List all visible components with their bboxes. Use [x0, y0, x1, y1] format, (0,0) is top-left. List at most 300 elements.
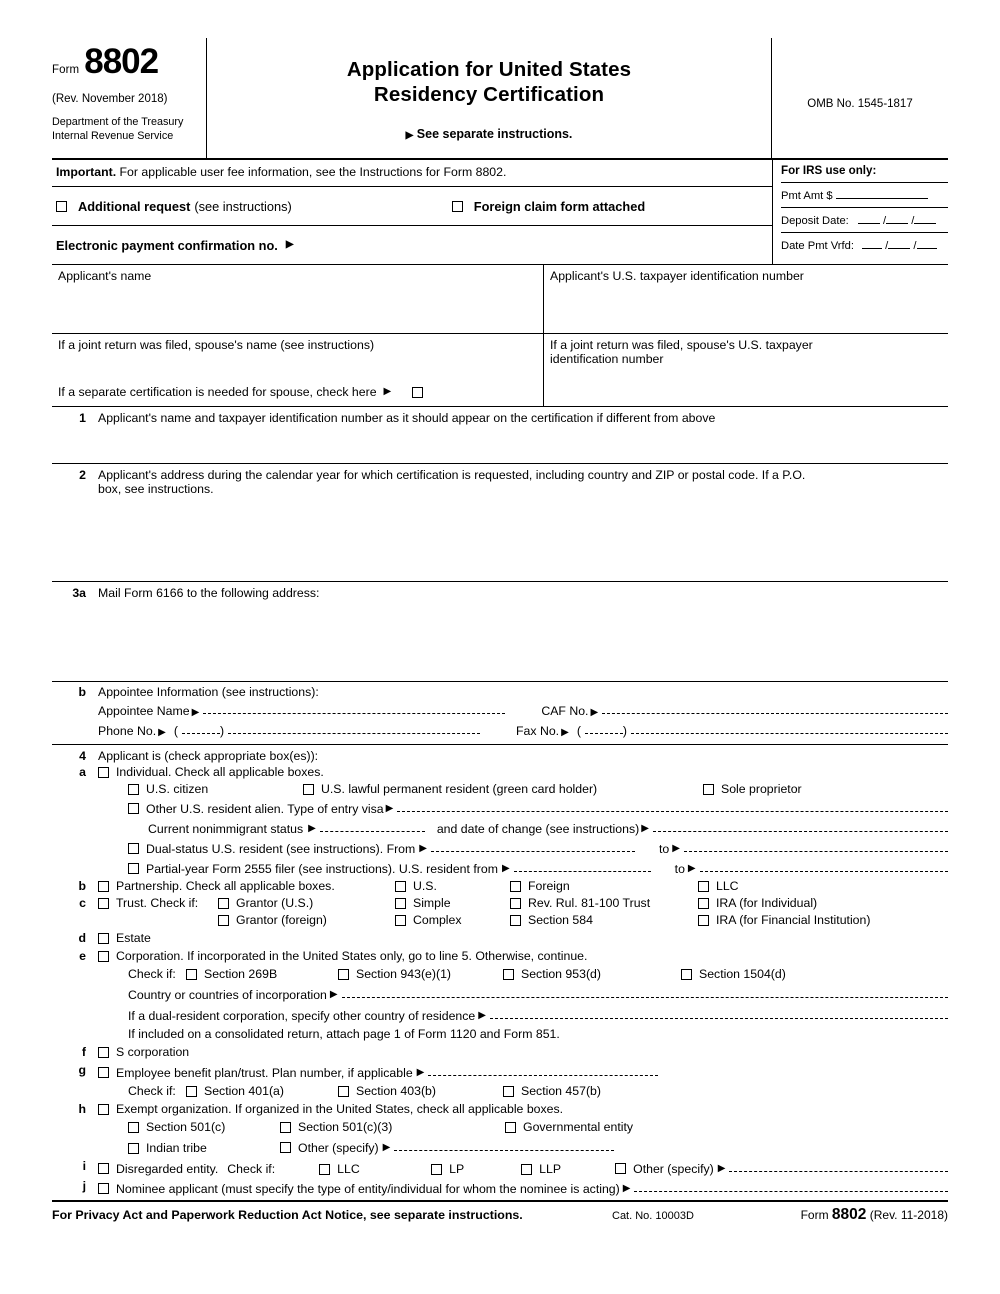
line-4d-letter: d	[78, 931, 86, 945]
catalog-number: Cat. No. 10003D	[612, 1210, 694, 1222]
indian-tribe-checkbox[interactable]	[128, 1143, 139, 1154]
line-4h-letter: h	[78, 1102, 86, 1116]
nominee-applicant-row	[98, 1179, 948, 1196]
applicant-name-label: Applicant's name	[58, 269, 152, 283]
fax-paren-open: (	[576, 724, 581, 738]
irs-use-only-box	[773, 160, 948, 264]
disregarded-other-label: Other (specify)	[633, 1162, 714, 1176]
spouse-name-block	[52, 334, 948, 407]
line-1-body[interactable]	[98, 411, 948, 463]
fax-number-input[interactable]	[631, 721, 948, 734]
section-943e1-option[interactable]	[338, 967, 503, 981]
section-584-option[interactable]	[510, 913, 698, 927]
disregarded-lp-checkbox[interactable]	[431, 1164, 442, 1175]
plan-number-input[interactable]	[428, 1063, 658, 1076]
current-status-row	[98, 819, 948, 836]
line-1-number: 1	[79, 411, 86, 425]
section-403b-checkbox[interactable]	[338, 1086, 349, 1097]
trust-row-1	[98, 896, 948, 910]
rev-rul-checkbox[interactable]	[510, 898, 521, 909]
section-1504d-checkbox[interactable]	[681, 969, 692, 980]
s-corporation-label: S corporation	[116, 1045, 190, 1059]
us-citizen-option[interactable]	[128, 782, 303, 796]
section-403b-option[interactable]	[338, 1084, 503, 1098]
date-of-change-label: and date of change (see instructions)	[436, 822, 640, 836]
corporation-check-if-label: Check if:	[128, 967, 176, 981]
rev-rul-option[interactable]	[510, 896, 698, 910]
line-4e-letter: e	[79, 949, 86, 963]
partnership-llc-option[interactable]	[698, 879, 739, 893]
arrow-right-icon: ▶	[383, 386, 392, 397]
us-citizen-label: U.S. citizen	[146, 782, 209, 796]
deposit-date-field[interactable]	[781, 208, 948, 227]
exempt-other-input[interactable]	[394, 1138, 614, 1151]
date-sep: /	[885, 240, 889, 252]
current-status-input[interactable]	[320, 819, 425, 832]
department-line-1: Department of the Treasury	[52, 116, 184, 128]
section-401a-checkbox[interactable]	[186, 1086, 197, 1097]
phone-number-input[interactable]	[228, 721, 480, 734]
phone-no-label: Phone No.	[98, 724, 157, 738]
exempt-other-checkbox[interactable]	[280, 1142, 291, 1153]
line-2-label-a: Applicant's address during the calendar year for which certification is requested, including country and ZIP or postal code. If a P.O.	[98, 468, 806, 482]
arrow-right-icon: ▶	[191, 707, 200, 718]
trust-complex-label: Complex	[413, 913, 462, 927]
partial-year-to-label: to	[674, 862, 685, 876]
grantor-us-checkbox[interactable]	[218, 898, 229, 909]
partnership-us-label: U.S.	[413, 879, 437, 893]
line-3a-number: 3a	[72, 586, 86, 600]
form-number: 8802	[84, 42, 159, 81]
line-4e-body	[98, 949, 948, 1041]
section-501c-option[interactable]	[128, 1120, 280, 1134]
spouse-tin-label-line1: If a joint return was filed, spouse's U.S. taxpayer	[550, 338, 813, 352]
estate-checkbox[interactable]	[98, 933, 109, 944]
grantor-foreign-label: Grantor (foreign)	[236, 913, 327, 927]
applicant-tin-label: Applicant's U.S. taxpayer identification number	[550, 269, 804, 283]
plan-check-if-label: Check if:	[128, 1084, 176, 1098]
ira-financial-option[interactable]	[698, 913, 870, 927]
line-3a-body[interactable]	[98, 586, 948, 681]
exempt-other-label: Other (specify)	[298, 1141, 379, 1155]
dual-status-to-label: to	[658, 842, 670, 856]
important-band	[52, 160, 948, 264]
dual-status-to-input[interactable]	[684, 839, 948, 852]
arrow-right-icon: ▶	[561, 727, 569, 738]
line-3b-letter: b	[78, 685, 86, 699]
caf-no-input[interactable]	[602, 701, 948, 714]
deposit-date-mm	[858, 223, 880, 224]
line-4e-row	[52, 949, 948, 1041]
partnership-option[interactable]	[98, 879, 395, 893]
disregarded-entity-label: Disregarded entity.	[116, 1162, 219, 1176]
exempt-organization-label: Exempt organization. If organized in the United States, check all applicable boxes.	[116, 1102, 564, 1116]
deposit-date-yy	[914, 223, 936, 224]
line-4g-letter: g	[78, 1063, 86, 1077]
section-501c3-checkbox[interactable]	[280, 1122, 291, 1133]
line-4g-body	[98, 1063, 948, 1098]
consolidated-return-note: If included on a consolidated return, attach page 1 of Form 1120 and Form 851.	[128, 1027, 560, 1041]
line-4-number: 4	[79, 749, 86, 763]
dual-resident-corp-input[interactable]	[490, 1006, 948, 1019]
line-4h-row	[52, 1102, 948, 1155]
exempt-organization-checkbox[interactable]	[98, 1104, 109, 1115]
department-block	[52, 116, 200, 144]
department-line-2: Internal Revenue Service	[52, 129, 174, 142]
foreign-claim-checkbox[interactable]	[452, 201, 463, 212]
section-269b-option[interactable]	[186, 967, 338, 981]
footer-revision: (Rev. 11-2018)	[869, 1208, 948, 1222]
additional-request-label: Additional request	[78, 198, 191, 214]
section-1504d-option[interactable]	[681, 967, 786, 981]
exempt-organization-option[interactable]	[98, 1102, 948, 1116]
nominee-applicant-label: Nominee applicant (must specify the type of entity/individual for whom the nominee is acting)	[116, 1182, 620, 1196]
header-left-block	[52, 38, 207, 158]
arrow-right-icon: ▶	[416, 1067, 425, 1078]
disregarded-llp-checkbox[interactable]	[521, 1164, 532, 1175]
electronic-payment-row	[52, 226, 772, 264]
grantor-foreign-option[interactable]	[218, 913, 395, 927]
dual-status-row	[98, 839, 948, 856]
date-sep: /	[883, 215, 887, 227]
applicant-name-cell[interactable]	[52, 265, 544, 333]
disregarded-entity-row	[98, 1159, 948, 1176]
partnership-foreign-label: Foreign	[528, 879, 570, 893]
arrow-right-icon: ▶	[419, 843, 427, 854]
section-501c-checkbox[interactable]	[128, 1122, 139, 1133]
individual-label: Individual. Check all applicable boxes.	[116, 765, 324, 779]
exempt-options-row-2	[98, 1138, 948, 1155]
see-instructions-text: See separate instructions.	[416, 127, 573, 141]
ira-individual-option[interactable]	[698, 896, 817, 910]
form-page	[52, 38, 948, 1246]
entry-visa-input[interactable]	[397, 799, 948, 812]
trust-simple-checkbox[interactable]	[395, 898, 406, 909]
important-text: For applicable user fee information, see the Instructions for Form 8802.	[119, 165, 507, 179]
green-card-option[interactable]	[303, 782, 703, 796]
trust-option[interactable]	[98, 896, 218, 910]
arrow-right-icon: ▶	[382, 1142, 391, 1153]
line-4d-body	[98, 931, 948, 945]
line-4b-body	[98, 879, 948, 893]
appointee-name-row	[98, 701, 948, 718]
partnership-foreign-checkbox[interactable]	[510, 881, 521, 892]
electronic-payment-label: Electronic payment confirmation no.	[56, 237, 278, 253]
ira-individual-label: IRA (for Individual)	[716, 896, 818, 910]
section-953d-checkbox[interactable]	[503, 969, 514, 980]
dual-resident-corp-row	[98, 1006, 948, 1023]
separate-certification-row	[52, 385, 543, 399]
disregarded-other-input[interactable]	[729, 1159, 948, 1172]
partial-year-2555-row	[98, 859, 948, 876]
line-4i-letter: i	[82, 1159, 86, 1173]
line-1-label: Applicant's name and taxpayer identification number as it should appear on the certification if different from above	[98, 411, 716, 425]
s-corporation-option[interactable]	[98, 1045, 948, 1059]
trust-checkbox[interactable]	[98, 898, 109, 909]
indian-tribe-option[interactable]	[128, 1141, 280, 1155]
line-4a-letter: a	[79, 765, 86, 779]
country-incorp-row	[98, 985, 948, 1002]
line-4b-row	[52, 879, 948, 893]
partnership-us-checkbox[interactable]	[395, 881, 406, 892]
section-401a-label: Section 401(a)	[204, 1084, 284, 1098]
footer-form-number: 8802	[831, 1206, 867, 1223]
spouse-tin-label-line2: identification number	[550, 352, 664, 366]
date-sep: /	[911, 215, 915, 227]
arrow-right-icon: ▶	[717, 1163, 726, 1174]
country-incorp-label: Country or countries of incorporation	[128, 988, 327, 1002]
partial-year-2555-checkbox[interactable]	[128, 863, 139, 874]
date-of-change-input[interactable]	[653, 819, 948, 832]
section-401a-option[interactable]	[186, 1084, 338, 1098]
section-501c3-label: Section 501(c)(3)	[298, 1120, 393, 1134]
deposit-date-label: Deposit Date:	[781, 215, 849, 227]
foreign-claim-label: Foreign claim form attached	[473, 198, 646, 214]
section-457b-label: Section 457(b)	[521, 1084, 601, 1098]
section-457b-checkbox[interactable]	[503, 1086, 514, 1097]
nominee-applicant-input[interactable]	[634, 1179, 948, 1192]
individual-row	[98, 765, 948, 779]
rev-rul-label: Rev. Rul. 81-100 Trust	[528, 896, 651, 910]
disregarded-llc-checkbox[interactable]	[319, 1164, 330, 1175]
pmt-amt-field[interactable]	[781, 183, 948, 202]
fax-no-label: Fax No.	[516, 724, 560, 738]
revision-date: (Rev. November 2018)	[52, 93, 168, 105]
corporation-option[interactable]	[98, 949, 948, 963]
disregarded-llc-option[interactable]	[319, 1162, 431, 1176]
disregarded-other-checkbox[interactable]	[615, 1163, 626, 1174]
line-4d-row	[52, 931, 948, 945]
partial-year-from-input[interactable]	[514, 859, 651, 872]
date-sep: /	[913, 240, 917, 252]
s-corporation-checkbox[interactable]	[98, 1047, 109, 1058]
grantor-us-label: Grantor (U.S.)	[236, 896, 314, 910]
ira-individual-checkbox[interactable]	[698, 898, 709, 909]
arrow-right-icon: ▶	[501, 863, 510, 874]
sole-proprietor-label: Sole proprietor	[721, 782, 802, 796]
important-label: Important.	[56, 165, 117, 179]
form-word-label: Form	[52, 64, 80, 76]
other-resident-alien-checkbox[interactable]	[128, 803, 139, 814]
trust-label: Trust. Check if:	[116, 896, 199, 910]
footer-form-word: Form	[800, 1208, 829, 1222]
phone-area-code-input[interactable]	[182, 721, 220, 734]
separate-certification-checkbox[interactable]	[412, 387, 423, 398]
section-1504d-label: Section 1504(d)	[699, 967, 786, 981]
estate-label: Estate	[116, 931, 151, 945]
applicant-tin-cell[interactable]	[544, 265, 948, 333]
employee-benefit-plan-label: Employee benefit plan/trust. Plan number, if applicable	[116, 1066, 413, 1080]
other-resident-alien-label: Other U.S. resident alien. Type of entry visa	[146, 802, 384, 816]
country-incorp-input[interactable]	[342, 985, 948, 998]
section-943e1-label: Section 943(e)(1)	[356, 967, 452, 981]
disregarded-lp-option[interactable]	[431, 1162, 521, 1176]
section-269b-checkbox[interactable]	[186, 969, 197, 980]
disregarded-llp-label: LLP	[539, 1162, 562, 1176]
disregarded-check-if-label: Check if:	[227, 1162, 276, 1176]
trust-complex-checkbox[interactable]	[395, 915, 406, 926]
partnership-us-option[interactable]	[395, 879, 510, 893]
disregarded-llc-label: LLC	[337, 1162, 360, 1176]
line-4j-row	[52, 1179, 948, 1200]
see-instructions-note	[207, 127, 771, 141]
dual-status-checkbox[interactable]	[128, 843, 139, 854]
line-4i-body	[98, 1159, 948, 1176]
exempt-other-option[interactable]	[280, 1141, 390, 1155]
nominee-applicant-checkbox[interactable]	[98, 1183, 109, 1194]
section-953d-option[interactable]	[503, 967, 681, 981]
appointee-name-label: Appointee Name	[98, 704, 190, 718]
arrow-right-icon: ▶	[641, 823, 649, 834]
vrfd-dd	[888, 248, 910, 249]
line-3a-label: Mail Form 6166 to the following address:	[98, 586, 320, 600]
partnership-row	[98, 879, 948, 893]
arrow-right-icon: ▶	[590, 707, 599, 718]
vrfd-mm	[862, 248, 882, 249]
estate-option[interactable]	[98, 931, 948, 945]
line-4g-row	[52, 1063, 948, 1098]
section-943e1-checkbox[interactable]	[338, 969, 349, 980]
dual-resident-corp-label: If a dual-resident corporation, specify other country of residence	[128, 1009, 476, 1023]
partnership-llc-checkbox[interactable]	[698, 881, 709, 892]
governmental-entity-checkbox[interactable]	[505, 1122, 516, 1133]
section-953d-label: Section 953(d)	[521, 967, 601, 981]
date-pmt-vrfd-field[interactable]	[781, 233, 948, 252]
line-4f-letter: f	[81, 1045, 86, 1059]
deposit-date-dd	[886, 223, 908, 224]
section-584-checkbox[interactable]	[510, 915, 521, 926]
us-citizen-checkbox[interactable]	[128, 784, 139, 795]
section-501c3-option[interactable]	[280, 1120, 505, 1134]
disregarded-llp-option[interactable]	[521, 1162, 615, 1176]
partial-year-2555-label: Partial-year Form 2555 filer (see instructions). U.S. resident from	[146, 862, 498, 876]
privacy-act-notice: For Privacy Act and Paperwork Reduction Act Notice, see separate instructions.	[52, 1208, 523, 1222]
disregarded-other-option[interactable]	[615, 1162, 725, 1176]
additional-request-checkbox[interactable]	[56, 201, 67, 212]
disregarded-entity-checkbox[interactable]	[98, 1163, 109, 1174]
line-2-body[interactable]	[98, 468, 948, 581]
line-4a-row	[52, 765, 948, 876]
line-3a	[52, 582, 948, 682]
arrow-right-icon: ▶	[478, 1010, 486, 1021]
arrow-right-icon: ▶	[158, 727, 166, 738]
line-1	[52, 407, 948, 464]
appointee-name-input[interactable]	[203, 701, 505, 714]
page-title	[207, 57, 771, 107]
exempt-options-row-1	[98, 1120, 948, 1134]
page-title-line-1: Application for United States	[346, 58, 632, 81]
line-4h-body	[98, 1102, 948, 1155]
sole-proprietor-option[interactable]	[703, 782, 802, 796]
spouse-tin-cell[interactable]	[544, 334, 948, 406]
partnership-checkbox[interactable]	[98, 881, 109, 892]
form-header	[52, 38, 948, 160]
page-title-line-2: Residency Certification	[373, 83, 605, 106]
arrow-right-icon: ▶	[285, 239, 294, 250]
sole-proprietor-checkbox[interactable]	[703, 784, 714, 795]
ira-financial-checkbox[interactable]	[698, 915, 709, 926]
appointee-phone-row	[98, 721, 948, 738]
appointee-heading: Appointee Information (see instructions):	[98, 685, 319, 699]
green-card-label: U.S. lawful permanent resident (green card holder)	[321, 782, 598, 796]
line-4-intro-row	[52, 749, 948, 763]
current-status-label: Current nonimmigrant status	[148, 822, 304, 836]
top-checkbox-row	[52, 187, 772, 226]
section-457b-option[interactable]	[503, 1084, 601, 1098]
line-2-number: 2	[79, 468, 86, 482]
trust-row-2	[98, 913, 948, 927]
header-omb-block	[772, 38, 948, 158]
other-resident-alien-row	[98, 799, 948, 816]
line-4a-body	[98, 765, 948, 876]
vrfd-yy	[917, 248, 937, 249]
governmental-entity-option[interactable]	[505, 1120, 633, 1134]
individual-options-row-1	[98, 782, 948, 796]
line-4j-body	[98, 1179, 948, 1196]
line-4i-row	[52, 1159, 948, 1176]
spouse-name-cell[interactable]	[52, 334, 544, 406]
corporation-checkbox[interactable]	[98, 951, 109, 962]
line-4b-letter: b	[78, 879, 86, 893]
line-4c-row	[52, 896, 948, 927]
individual-checkbox[interactable]	[98, 767, 109, 778]
applicant-name-block	[52, 265, 948, 334]
separate-certification-label: If a separate certification is needed for spouse, check here	[58, 385, 377, 399]
green-card-checkbox[interactable]	[303, 784, 314, 795]
line-4f-body	[98, 1045, 948, 1059]
line-3b-body	[98, 685, 948, 744]
partnership-foreign-option[interactable]	[510, 879, 698, 893]
section-403b-label: Section 403(b)	[356, 1084, 436, 1098]
line-2-label-b: box, see instructions.	[98, 482, 214, 496]
employee-benefit-plan-checkbox[interactable]	[98, 1067, 109, 1078]
arrow-right-icon: ▶	[405, 130, 414, 141]
section-584-label: Section 584	[528, 913, 593, 927]
important-notice	[52, 160, 772, 187]
employee-benefit-plan-row	[98, 1063, 948, 1080]
partial-year-to-input[interactable]	[700, 859, 948, 872]
plan-check-if-row	[98, 1084, 948, 1098]
section-269b-label: Section 269B	[204, 967, 278, 981]
spouse-name-label: If a joint return was filed, spouse's name (see instructions)	[58, 338, 375, 352]
important-left	[52, 160, 773, 264]
partnership-llc-label: LLC	[716, 879, 739, 893]
line-4j-letter: j	[82, 1179, 86, 1193]
date-pmt-vrfd-label: Date Pmt Vrfd:	[781, 240, 854, 252]
form-footer	[52, 1200, 948, 1224]
arrow-right-icon: ▶	[672, 843, 680, 854]
governmental-entity-label: Governmental entity	[523, 1120, 634, 1134]
fax-paren-close: )	[622, 724, 628, 738]
grantor-foreign-checkbox[interactable]	[218, 915, 229, 926]
arrow-right-icon: ▶	[622, 1183, 631, 1194]
trust-complex-option[interactable]	[395, 913, 510, 927]
line-4-intro: Applicant is (check appropriate box(es)):	[98, 749, 319, 763]
dual-status-from-input[interactable]	[431, 839, 635, 852]
additional-request-note: (see instructions)	[194, 198, 292, 214]
fax-area-code-input[interactable]	[585, 721, 623, 734]
line-3b	[52, 682, 948, 745]
line-4c-body	[98, 896, 948, 927]
trust-simple-option[interactable]	[395, 896, 510, 910]
arrow-right-icon: ▶	[385, 803, 394, 814]
line-2	[52, 464, 948, 582]
line-4	[52, 745, 948, 1200]
grantor-us-option[interactable]	[218, 896, 395, 910]
line-4f-row	[52, 1045, 948, 1059]
corporation-label: Corporation. If incorporated in the United States only, go to line 5. Otherwise, continue.	[116, 949, 588, 963]
form-identifier	[52, 44, 200, 79]
